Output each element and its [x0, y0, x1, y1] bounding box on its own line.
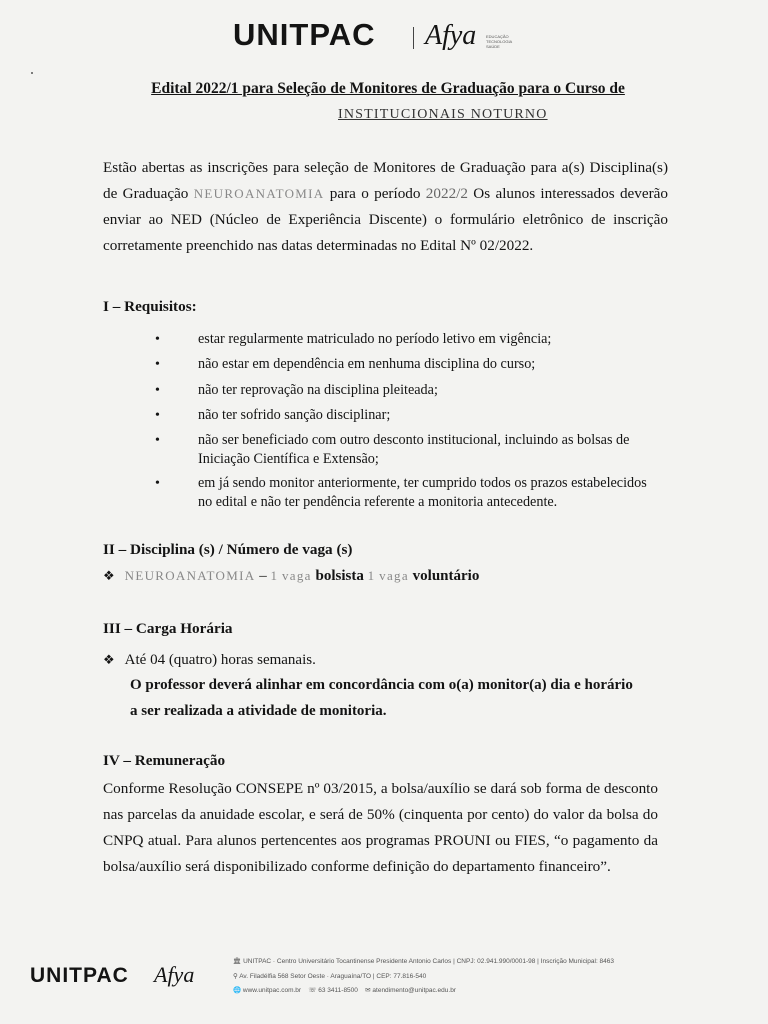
- globe-icon: 🌐: [233, 987, 242, 994]
- requisito-item-5: • não ser beneficiado com outro desconto institucional, incluindo as bolsas de Iniciação Científica e Extensão;: [155, 432, 630, 467]
- requisito-item-2: • não estar em dependência em nenhuma disciplina do curso;: [155, 356, 536, 372]
- logo-divider: [413, 27, 414, 49]
- intro-discipline: NEUROANATOMIA: [193, 186, 325, 201]
- phone-icon: ☏: [308, 987, 317, 994]
- bullet-icon: •: [155, 476, 160, 491]
- footer-institution-line: 🏛 UNITPAC · Centro Universitário Tocantinense Presidente Antonio Carlos | CNPJ: 02.941.990/0001-98 | Inscrição Municipal: 8463: [233, 958, 615, 965]
- requisito-item-6: • em já sendo monitor anteriormente, ter cumprido todos os prazos estabelecidos no edital e não ter pendência referente a monitoria antecedente.: [155, 475, 647, 510]
- footer-unitpac-logo: UNITPAC: [30, 964, 129, 987]
- carga-heading: III – Carga Horária: [103, 620, 233, 637]
- bullet-icon: •: [155, 357, 160, 372]
- afya-tagline: EDUCAÇÃO TECNOLOGIA SAÚDE: [486, 34, 513, 49]
- remuneracao-paragraph: Conforme Resolução CONSEPE nº 03/2015, a bolsa/auxílio se dará sob forma de desconto nas parcelas da anuidade escolar, e será de 50% (cinquenta por cento) do valor da bolsa do CNPQ atual. Para alunos pertencentes aos programas PROUNI ou FIES, “o pagamento da bolsa/auxílio será disponibilizado conforme definição do departamento financeiro”.: [103, 780, 658, 875]
- requisito-item-4: • não ter sofrido sanção disciplinar;: [155, 407, 391, 423]
- mail-icon: ✉: [365, 987, 371, 994]
- footer-contact-line: 🌐 www.unitpac.com.br ☏ 63 3411-8500 ✉ atendimento@unitpac.edu.br: [233, 987, 456, 994]
- diamond-bullet-icon: ❖: [103, 568, 115, 583]
- requisitos-heading: I – Requisitos:: [103, 298, 197, 315]
- remuneracao-heading: IV – Remuneração: [103, 752, 226, 769]
- bullet-icon: •: [155, 433, 160, 448]
- footer-address-line: ⚲ Av. Filadélfia 568 Setor Oeste · Araguaína/TO | CEP: 77.816-540: [233, 973, 427, 980]
- intro-paragraph: Estão abertas as inscrições para seleção de Monitores de Graduação para a(s) Disciplina(s) de Graduação NEUROANATOMIA para o período 2022/2 Os alunos interessados deverão enviar ao NED (Núcleo de Experiência Discente) o formulário eletrônico de inscrição corretamente preenchido nas datas determinadas no Edital Nº 02/2022.: [103, 159, 669, 254]
- diamond-bullet-icon: ❖: [103, 652, 115, 667]
- edital-subtitle: INSTITUCIONAIS NOTURNO: [338, 107, 548, 122]
- intro-period: 2022/2: [425, 185, 468, 202]
- scan-speck: [31, 72, 33, 74]
- afya-logo: Afya: [425, 20, 477, 51]
- footer-afya-logo: Afya: [154, 962, 195, 987]
- unitpac-logo: UNITPAC: [233, 17, 376, 52]
- bullet-icon: •: [155, 408, 160, 423]
- bullet-icon: •: [155, 383, 160, 398]
- edital-title: Edital 2022/1 para Seleção de Monitores de Graduação para o Curso de: [151, 80, 625, 97]
- location-pin-icon: ⚲: [233, 973, 238, 980]
- carga-item: ❖ Até 04 (quatro) horas semanais.: [103, 652, 316, 668]
- requisito-item-3: • não ter reprovação na disciplina pleiteada;: [155, 382, 438, 398]
- building-icon: 🏛: [233, 958, 242, 965]
- disciplina-heading: II – Disciplina (s) / Número de vaga (s): [103, 541, 353, 558]
- requisito-item-1: • estar regularmente matriculado no período letivo em vigência;: [155, 331, 552, 347]
- carga-note-line1: O professor deverá alinhar em concordância com o(a) monitor(a) dia e horário: [130, 677, 633, 693]
- disciplina-line: ❖ NEUROANATOMIA – 1 vaga bolsista 1 vaga voluntário: [103, 568, 480, 584]
- carga-note-line2: a ser realizada a atividade de monitoria.: [130, 703, 387, 719]
- bullet-icon: •: [155, 332, 160, 347]
